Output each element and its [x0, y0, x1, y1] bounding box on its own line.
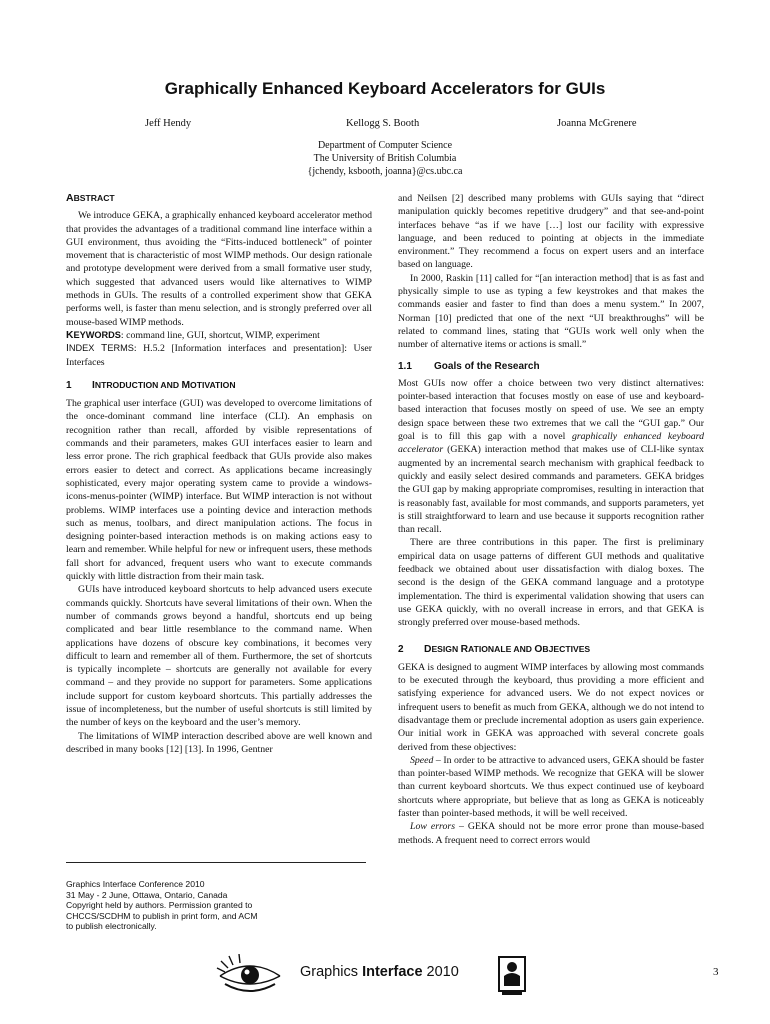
- eye-logo-icon: [215, 954, 285, 994]
- section-2-speed: Speed – In order to be attractive to advanced users, GEKA should be faster than pointer-based WIMP methods. We recognize that GEKA will be slower than current keyboard shortcuts. We thus expect continued use of keyboard shortcuts where appropriate, but believe that as long as GEKA is noticeably faster than pointer-based methods, it will be well received.: [398, 754, 704, 820]
- conference-line: Graphics Interface Conference 2010: [66, 879, 205, 889]
- abstract-heading: ABSTRACT: [66, 192, 115, 204]
- conference-notice: [66, 879, 316, 932]
- section-1-paragraph-3: The limitations of WIMP interaction described above are well known and described in many books [12] [13]. In 1996, Gentner: [66, 730, 372, 755]
- section-2-low-errors: Low errors – GEKA should not be more error prone than mouse-based methods. A frequent need to correct errors would: [398, 821, 705, 846]
- section-1-paragraph-5: In 2000, Raskin [11] called for “[an interaction method] that is as fast and physically simple to use as typing a few keystrokes and that makes the commands easier and faster to find than does a menu system.” In 2007, Norman [10] predicted that one of the next “UI breakthroughs” will be related to command lines, stating that “GUIs work well only when the number of alternative items or actions is small.”: [398, 272, 704, 351]
- author-1: Jeff Hendy: [145, 118, 192, 129]
- right-column: [398, 192, 704, 847]
- section-2-paragraph-1: GEKA is designed to augment WIMP interfaces by allowing most commands to be executed through the keyboard, thus providing a more efficient and satisfying experience for advanced users. We do not expect novices or infrequent users to benefit as much from GEKA, although we do not intend to disadvantage them or preclude incremental adoption as users gain experience. Our initial work in GEKA was approached with several concrete goals derived from these objectives:: [398, 661, 704, 753]
- section-1-1-heading: 1.1 Goals of the Research: [398, 360, 540, 372]
- affiliation: [0, 139, 770, 178]
- section-1-paragraph-4: and Neilsen [2] described many problems with GUIs saying that “direct manipulation quickly becomes repetitive drudgery” and that see-and-point interfaces behave “as if we have […] lost our facility with expressive language, and been reduced to pointing at objects in the immediate environment.” They recommend a focus on expert users and an interface based on language.: [398, 193, 704, 271]
- section-1-paragraph-2: GUIs have introduced keyboard shortcuts to help advanced users execute commands quickly. Shortcuts have several limitations of their own. When the number of commands grows beyond a handful, shortcuts end up being complicated and bear little resemblance to the command name. When applications have dozens of obscure key combinations, it becomes very difficult to learn and remember all of them. Furthermore, the set of shortcuts is typically incomplete – shortcuts are generally not available for every command – and they provide no support for parameters. Some applications include support for custom keyboard shortcuts. This partially addresses the issue of incompleteness, but the number of useful shortcuts is still limited by the number of keys on the keyboard and the user’s memory.: [66, 584, 372, 729]
- left-column: [66, 192, 372, 756]
- page-number: 3: [713, 966, 719, 978]
- keywords: KEYWORDS: command line, GUI, shortcut, WIMP, experiment: [66, 329, 320, 341]
- keywords-label: KEYWORDS: [66, 329, 121, 341]
- conference-line: to publish electronically.: [66, 921, 157, 932]
- index-terms-label: INDEX TERMS: [66, 343, 134, 355]
- paper-title: Graphically Enhanced Keyboard Accelerators for GUIs: [164, 79, 606, 98]
- author-3: Joanna McGrenere: [557, 118, 637, 129]
- graphics-interface-logo: Graphics Interface 2010: [300, 964, 459, 980]
- conference-line: 31 May - 2 June, Ottawa, Ontario, Canada: [66, 889, 228, 900]
- index-terms: INDEX TERMS: H.5.2 [Information interfaces and presentation]: User Interfaces: [66, 343, 372, 368]
- footnote-rule: [66, 862, 366, 863]
- section-1-heading: 1 INTRODUCTION AND MOTIVATION: [66, 379, 236, 391]
- section-1-paragraph-1: The graphical user interface (GUI) was developed to overcome limitations of the once-dominant command line interface (CLI). An emphasis on recognition rather than recall, afforded by visible representations of commands and their parameters, makes GUI interfaces easier to learn and less error prone. The rich graphical feedback that GUIs provide also makes errors easier to detect and correct. As applications became increasingly sophisticated, every major operating system came to provide a windows-icons-menus-pointer (WIMP) interface. But WIMP interaction is not without problems. WIMP interfaces use a pointing device and interaction methods such as menus, toolbars, and direct manipulation actions. The focus in designing pointer-based interaction methods is on making actions easy to learn and remember. While helpful for new or infrequent users, these methods fall short for advanced, frequent users who want to execute commands quickly with little distraction from their main task.: [66, 398, 372, 583]
- section-1-1-paragraph-1: Most GUIs now offer a choice between two very distinct alternatives: pointer-based interaction that focuses mostly on ease of use and keyboard-based interaction that focuses mostly on speed of use. We see an empty design space between these two extremes that we call the “GUI gap.” Our goal is to fill this gap with a novel graphically enhanced keyboard accelerator (GEKA) interaction method that makes use of CLI-like syntax augmented by an incremental search mechanism with graphical feedback to quickly and easily select desired commands and parameters. GEKA bridges the GUI gap by making appropriate compromises, resulting in interaction that is reasonably fast, available for most commands, and supports parameters, yet is still straightforward to learn and use because it supports recognition rather than recall.: [398, 377, 704, 536]
- conference-line: CHCCS/SCDHM to publish in print form, and ACM: [66, 910, 258, 921]
- section-2-heading: 2 DESIGN RATIONALE AND OBJECTIVES: [398, 643, 591, 655]
- affiliation-emails: {jchendy, ksbooth, joanna}@cs.ubc.ca: [307, 166, 463, 177]
- section-1-1-paragraph-2: There are three contributions in this paper. The first is preliminary empirical data on usage patterns of different GUI methods and qualitative feedback we obtained about user dissatisfaction with dialog boxes. The second is the design of the GEKA command language and a prototype implementation. The third is experimental validation showing that users can use GEKA quickly, with no overall increase in errors, and that GEKA is strongly preferred over mouse-based methods.: [398, 537, 704, 629]
- affiliation-department: Department of Computer Science: [317, 140, 453, 151]
- abstract-text: We introduce GEKA, a graphically enhanced keyboard accelerator method that provides the advantages of a traditional command line interface within a GUI environment, thus avoiding the “Fitts-induced bottleneck” of pointer movement that is characteristic of most WIMP methods. Our design rationale and prototype development were derived from a small formative user study, which suggested that advanced users would like alternatives to WIMP methods in GUIs. The results of a controlled experiment show that GEKA performs well, is faster than menu selection, and is strongly preferred over all mouse-based WIMP methods.: [66, 210, 372, 328]
- author-2: Kellogg S. Booth: [346, 118, 420, 129]
- affiliation-university: The University of British Columbia: [313, 153, 457, 164]
- conference-line: Copyright held by authors. Permission granted to: [66, 900, 253, 911]
- person-at-screen-icon: [498, 956, 526, 996]
